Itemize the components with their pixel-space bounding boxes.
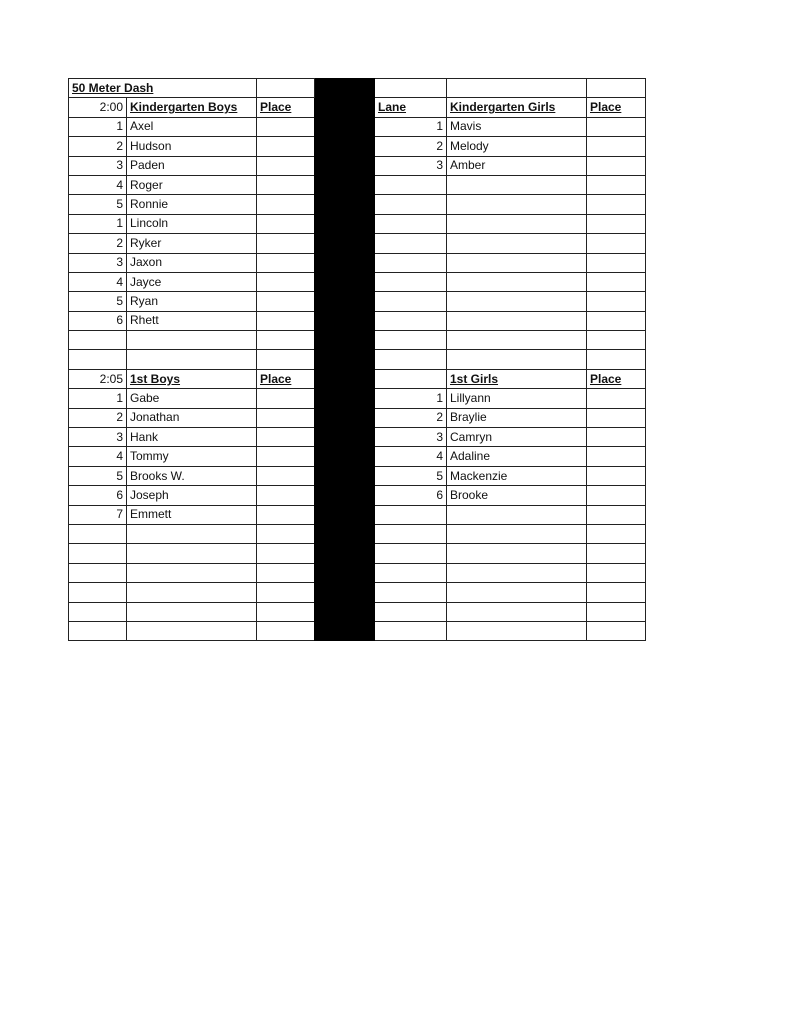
empty-cell	[375, 350, 447, 369]
girl-place-cell	[587, 583, 646, 602]
boy-place-cell	[257, 544, 315, 563]
boy-place-cell	[257, 563, 315, 582]
girl-place-cell	[587, 292, 646, 311]
girl-place-cell	[587, 214, 646, 233]
girl-place-cell	[587, 486, 646, 505]
boy-lane: 1	[69, 214, 127, 233]
boy-name: Ronnie	[127, 195, 257, 214]
empty-cell	[447, 505, 587, 524]
boy-lane: 4	[69, 272, 127, 291]
empty-cell	[447, 331, 587, 350]
girl-name: Camryn	[447, 428, 587, 447]
girl-place-cell	[587, 563, 646, 582]
empty-cell	[447, 234, 587, 253]
boy-place-cell	[257, 175, 315, 194]
empty-cell	[127, 524, 257, 543]
empty-cell	[447, 214, 587, 233]
girl-place-cell	[587, 350, 646, 369]
girl-place-cell	[587, 272, 646, 291]
boy-name: Rhett	[127, 311, 257, 330]
boy-place-cell	[257, 311, 315, 330]
event-time: 2:05	[69, 369, 127, 388]
girl-name: Adaline	[447, 447, 587, 466]
boy-lane: 1	[69, 389, 127, 408]
boy-place-cell	[257, 292, 315, 311]
girls-heading: Kindergarten Girls	[447, 98, 587, 117]
boy-lane: 2	[69, 137, 127, 156]
boy-name: Lincoln	[127, 214, 257, 233]
girl-place-cell	[587, 311, 646, 330]
heat-sheet	[68, 78, 645, 629]
girl-place-cell	[587, 195, 646, 214]
girl-place-cell	[587, 234, 646, 253]
boy-place-cell	[257, 272, 315, 291]
empty-cell	[447, 583, 587, 602]
girl-name: Mavis	[447, 117, 587, 136]
boy-place-cell	[257, 195, 315, 214]
girl-place-cell	[587, 544, 646, 563]
empty-cell	[447, 524, 587, 543]
empty-cell	[447, 544, 587, 563]
boy-lane: 4	[69, 447, 127, 466]
empty-cell	[69, 544, 127, 563]
empty-cell	[375, 311, 447, 330]
boy-lane: 3	[69, 253, 127, 272]
empty-cell	[447, 350, 587, 369]
empty-cell	[375, 544, 447, 563]
empty-cell	[69, 621, 127, 640]
boy-lane: 3	[69, 156, 127, 175]
girls-heading: 1st Girls	[447, 369, 587, 388]
girls-place-heading: Place	[587, 98, 646, 117]
girl-place-cell	[587, 428, 646, 447]
boy-name: Jonathan	[127, 408, 257, 427]
girl-name: Brooke	[447, 486, 587, 505]
boy-place-cell	[257, 466, 315, 485]
empty-cell	[447, 621, 587, 640]
boy-name: Emmett	[127, 505, 257, 524]
empty-cell	[447, 311, 587, 330]
empty-cell	[69, 331, 127, 350]
girl-lane: 5	[375, 466, 447, 485]
boy-lane: 6	[69, 311, 127, 330]
girl-place-cell	[587, 408, 646, 427]
empty-cell	[375, 369, 447, 388]
empty-cell	[375, 505, 447, 524]
empty-cell	[375, 602, 447, 621]
boy-place-cell	[257, 428, 315, 447]
boy-name: Ryan	[127, 292, 257, 311]
girl-name: Braylie	[447, 408, 587, 427]
boy-name: Hank	[127, 428, 257, 447]
empty-cell	[375, 583, 447, 602]
sheet-title: 50 Meter Dash	[69, 79, 257, 98]
empty-cell	[587, 79, 646, 98]
dash-table	[68, 78, 646, 641]
boys-place-heading: Place	[257, 369, 315, 388]
girl-place-cell	[587, 466, 646, 485]
girl-name: Melody	[447, 137, 587, 156]
girl-lane: 3	[375, 156, 447, 175]
empty-cell	[375, 214, 447, 233]
girl-place-cell	[587, 602, 646, 621]
girl-place-cell	[587, 117, 646, 136]
boy-place-cell	[257, 447, 315, 466]
boy-place-cell	[257, 583, 315, 602]
empty-cell	[257, 79, 315, 98]
boy-lane: 5	[69, 292, 127, 311]
empty-cell	[127, 602, 257, 621]
empty-cell	[447, 563, 587, 582]
boy-name: Paden	[127, 156, 257, 175]
girl-place-cell	[587, 175, 646, 194]
boy-lane: 7	[69, 505, 127, 524]
empty-cell	[127, 544, 257, 563]
empty-cell	[375, 79, 447, 98]
girl-lane: 1	[375, 117, 447, 136]
boy-place-cell	[257, 331, 315, 350]
boy-place-cell	[257, 234, 315, 253]
girl-lane: 3	[375, 428, 447, 447]
empty-cell	[447, 175, 587, 194]
boy-place-cell	[257, 486, 315, 505]
empty-cell	[69, 602, 127, 621]
girl-lane: 1	[375, 389, 447, 408]
boy-name: Ryker	[127, 234, 257, 253]
boy-name: Hudson	[127, 137, 257, 156]
boy-name: Jaxon	[127, 253, 257, 272]
empty-cell	[375, 524, 447, 543]
boy-lane: 2	[69, 408, 127, 427]
boy-lane: 2	[69, 234, 127, 253]
boys-place-heading: Place	[257, 98, 315, 117]
empty-cell	[447, 253, 587, 272]
girl-lane: 6	[375, 486, 447, 505]
boy-place-cell	[257, 350, 315, 369]
empty-cell	[69, 524, 127, 543]
empty-cell	[447, 195, 587, 214]
boy-place-cell	[257, 253, 315, 272]
boy-place-cell	[257, 524, 315, 543]
girl-name: Lillyann	[447, 389, 587, 408]
boy-lane: 4	[69, 175, 127, 194]
table-body	[69, 79, 646, 641]
boys-heading: Kindergarten Boys	[127, 98, 257, 117]
boy-place-cell	[257, 137, 315, 156]
boy-name: Roger	[127, 175, 257, 194]
empty-cell	[447, 272, 587, 291]
girl-place-cell	[587, 156, 646, 175]
boy-place-cell	[257, 505, 315, 524]
boy-name: Tommy	[127, 447, 257, 466]
empty-cell	[375, 331, 447, 350]
girl-place-cell	[587, 505, 646, 524]
girl-lane: 2	[375, 137, 447, 156]
girl-name: Mackenzie	[447, 466, 587, 485]
empty-cell	[127, 331, 257, 350]
boy-name: Jayce	[127, 272, 257, 291]
boy-lane: 3	[69, 428, 127, 447]
boy-lane: 5	[69, 466, 127, 485]
empty-cell	[375, 272, 447, 291]
empty-cell	[375, 234, 447, 253]
empty-cell	[127, 621, 257, 640]
boys-heading: 1st Boys	[127, 369, 257, 388]
empty-cell	[375, 292, 447, 311]
event-time: 2:00	[69, 98, 127, 117]
lane-heading: Lane	[375, 98, 447, 117]
boy-place-cell	[257, 602, 315, 621]
empty-cell	[69, 583, 127, 602]
empty-cell	[375, 175, 447, 194]
empty-cell	[69, 350, 127, 369]
girl-lane: 2	[375, 408, 447, 427]
girl-lane: 4	[375, 447, 447, 466]
empty-cell	[127, 563, 257, 582]
empty-cell	[375, 195, 447, 214]
boy-name: Axel	[127, 117, 257, 136]
empty-cell	[375, 563, 447, 582]
boy-place-cell	[257, 408, 315, 427]
black-divider-column	[315, 79, 375, 641]
girls-place-heading: Place	[587, 369, 646, 388]
boy-place-cell	[257, 156, 315, 175]
boy-name: Joseph	[127, 486, 257, 505]
empty-cell	[447, 79, 587, 98]
girl-name: Amber	[447, 156, 587, 175]
empty-cell	[447, 292, 587, 311]
empty-cell	[375, 621, 447, 640]
girl-place-cell	[587, 447, 646, 466]
boy-place-cell	[257, 621, 315, 640]
boy-lane: 6	[69, 486, 127, 505]
empty-cell	[69, 563, 127, 582]
empty-cell	[127, 583, 257, 602]
girl-place-cell	[587, 524, 646, 543]
girl-place-cell	[587, 137, 646, 156]
boy-place-cell	[257, 389, 315, 408]
girl-place-cell	[587, 621, 646, 640]
empty-cell	[375, 253, 447, 272]
boy-place-cell	[257, 117, 315, 136]
boy-lane: 5	[69, 195, 127, 214]
empty-cell	[447, 602, 587, 621]
boy-lane: 1	[69, 117, 127, 136]
boy-place-cell	[257, 214, 315, 233]
girl-place-cell	[587, 253, 646, 272]
boy-name: Gabe	[127, 389, 257, 408]
girl-place-cell	[587, 389, 646, 408]
empty-cell	[127, 350, 257, 369]
boy-name: Brooks W.	[127, 466, 257, 485]
girl-place-cell	[587, 331, 646, 350]
title-row	[69, 79, 646, 98]
